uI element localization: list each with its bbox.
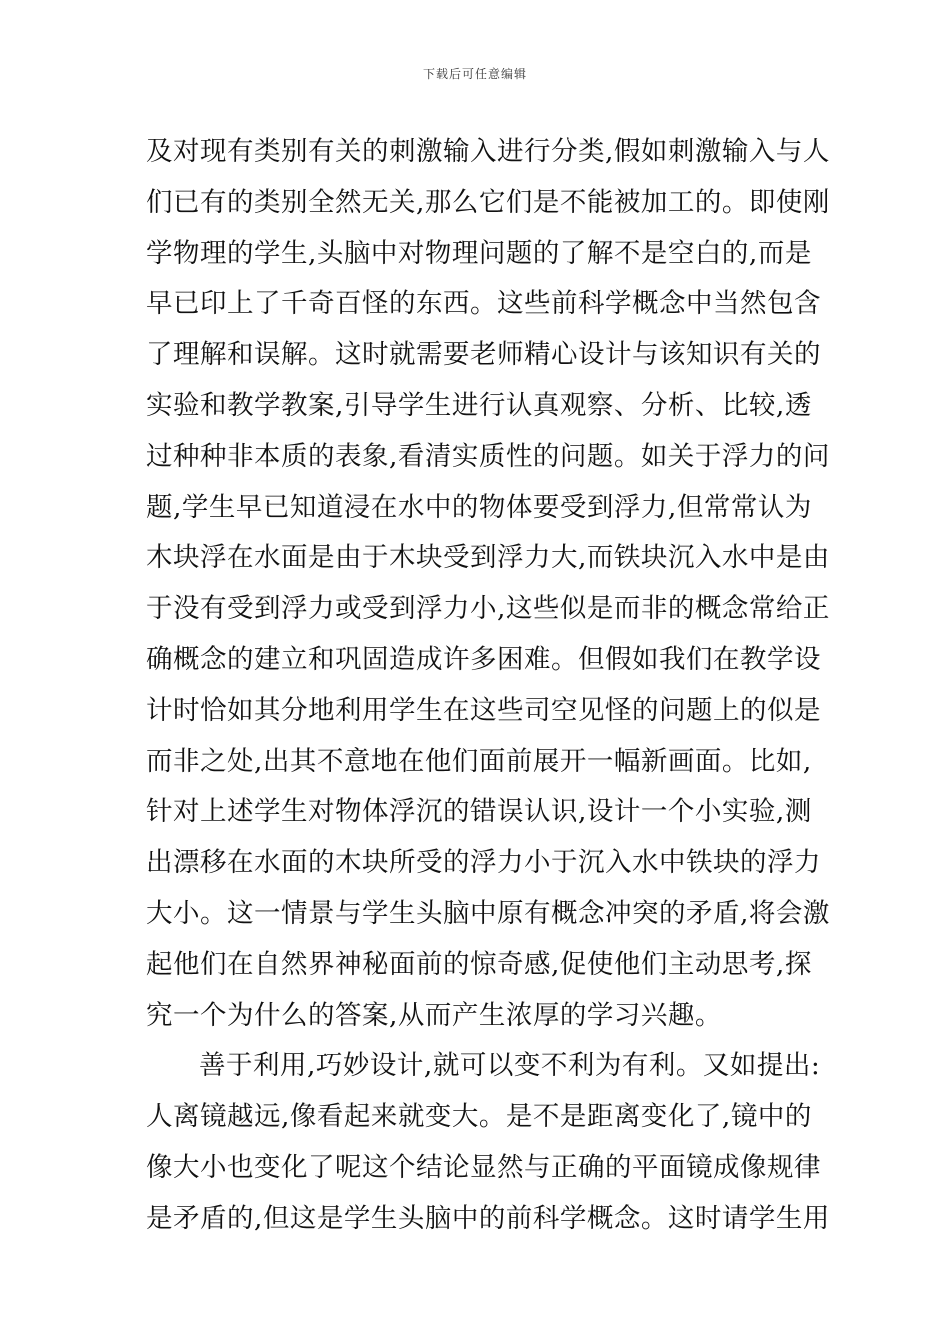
text-line: 实验和教学教案,引导学生进行认真观察、分析、比较,透 [146, 389, 812, 421]
page-header: 下载后可任意编辑 [422, 67, 527, 81]
text-line: 出漂移在水面的木块所受的浮力小于沉入水中铁块的浮力 [146, 847, 821, 879]
text-line: 是矛盾的,但这是学生头脑中的前科学概念。这时请学生用 [146, 1202, 830, 1234]
text-line: 学物理的学生,头脑中对物理问题的了解不是空白的,而是 [146, 237, 812, 269]
text-line: 题,学生早已知道浸在水中的物体要受到浮力,但常常认为 [146, 491, 812, 523]
text-line: 木块浮在水面是由于木块受到浮力大,而铁块沉入水中是由 [146, 542, 830, 574]
text-line: 人离镜越远,像看起来就变大。是不是距离变化了,镜中的 [146, 1101, 812, 1133]
text-line: 善于利用,巧妙设计,就可以变不利为有利。又如提出: [199, 1050, 821, 1082]
paragraph-2 [146, 1041, 830, 1244]
paragraph-1 [146, 127, 830, 1041]
text-line: 过种种非本质的表象,看清实质性的问题。如关于浮力的问 [146, 440, 830, 472]
text-line: 确概念的建立和巩固造成许多困难。但假如我们在教学设 [146, 643, 821, 675]
text-line: 针对上述学生对物体浮沉的错误认识,设计一个小实验,测 [146, 796, 812, 828]
text-line: 早已印上了千奇百怪的东西。这些前科学概念中当然包含 [146, 288, 821, 320]
body-text [146, 127, 830, 1245]
text-line: 们已有的类别全然无关,那么它们是不能被加工的。即使刚 [146, 186, 830, 218]
text-line: 而非之处,出其不意地在他们面前展开一幅新画面。比如, [146, 745, 812, 777]
text-line: 及对现有类别有关的刺激输入进行分类,假如刺激输入与人 [146, 136, 830, 167]
text-line: 了理解和误解。这时就需要老师精心设计与该知识有关的 [146, 339, 821, 371]
text-line: 究一个为什么的答案,从而产生浓厚的学习兴趣。 [146, 999, 722, 1031]
text-line: 起他们在自然界神秘面前的惊奇感,促使他们主动思考,探 [146, 948, 812, 980]
text-line: 像大小也变化了呢这个结论显然与正确的平面镜成像规律 [146, 1151, 821, 1183]
text-line: 计时恰如其分地利用学生在这些司空见怪的问题上的似是 [146, 694, 821, 726]
text-line: 大小。这一情景与学生头脑中原有概念冲突的矛盾,将会激 [146, 897, 830, 929]
text-line: 于没有受到浮力或受到浮力小,这些似是而非的概念常给正 [146, 593, 830, 625]
